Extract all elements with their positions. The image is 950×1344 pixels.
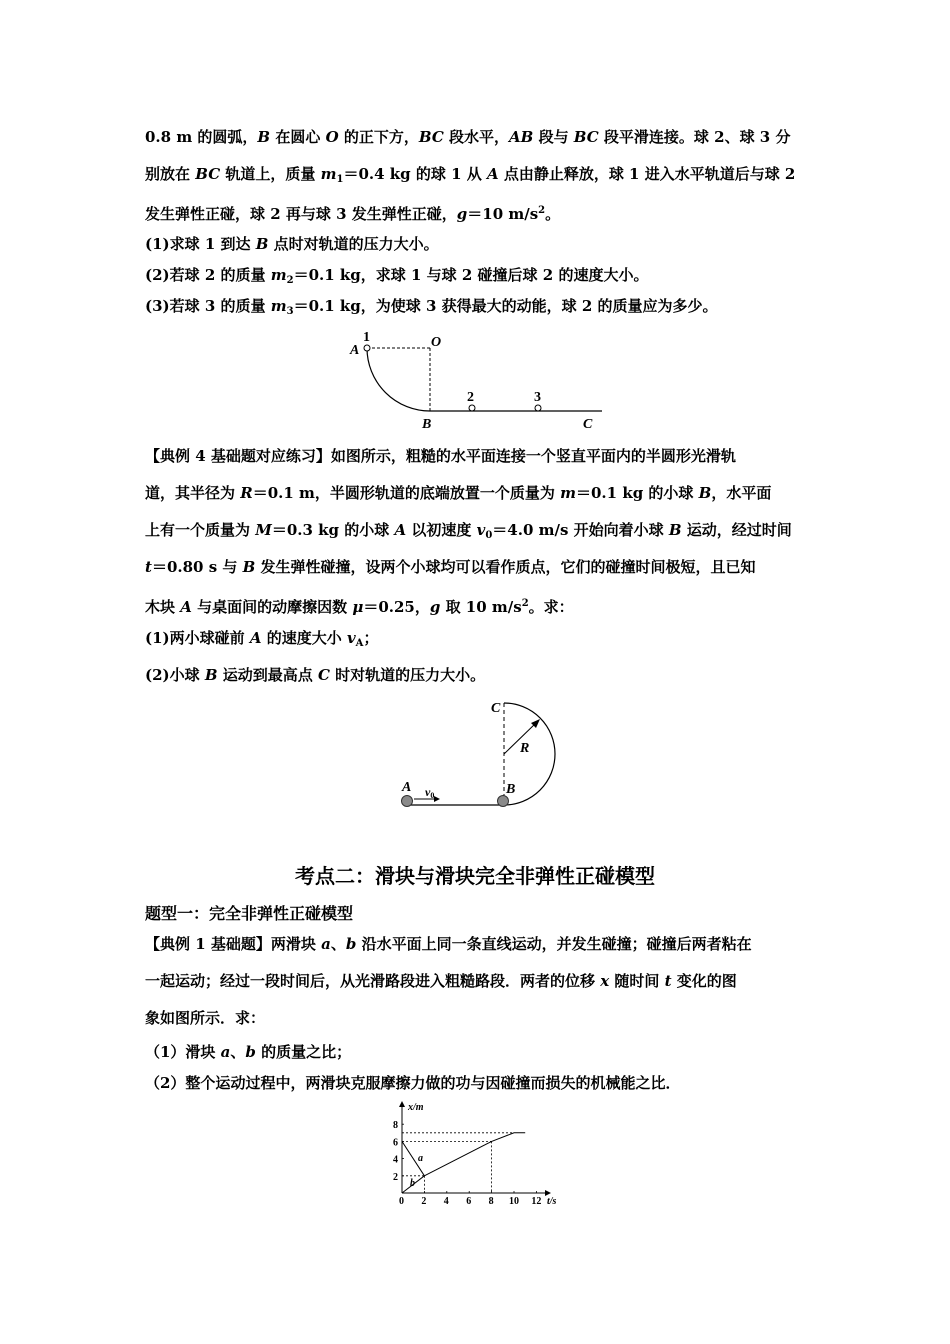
example4-line-3: 上有一个质量为 M＝0.3 kg 的小球 A 以初速度 $v_0=4.0$ m/s 开始向着小球 B 运动，经过时间 (145, 521, 792, 541)
y-tick-2: 2 (393, 1171, 398, 1183)
example4-line-2: 道，其半径为 R＝0.1 m，半圆形轨道的底端放置一个质量为 m＝0.1 kg 的小球 B，水平面 (145, 484, 772, 502)
x-tick-10: 10 (509, 1196, 519, 1207)
label-R: R (520, 741, 530, 756)
label-A: A (402, 780, 412, 795)
ball-3 (535, 405, 541, 411)
label-C: C (491, 701, 501, 716)
problem3-question-2: (2)若球 2 的质量 $m_2=0.1$ kg，求球 1 与球 2 碰撞后球 2 的速度大小。 (145, 266, 649, 286)
example4-question-1: (1)两小球碰前 A 的速度大小 $v_A$； (145, 629, 379, 649)
example1-line-3: 象如图所示．求： (145, 1009, 266, 1027)
ball-A (402, 796, 413, 807)
label-B: B (506, 782, 516, 797)
x-tick-8: 8 (488, 1196, 494, 1207)
problem3-line-3: 发生弹性正碰，球 2 再与球 3 发生弹性正碰，g＝10 $m/s^2$。 (145, 205, 561, 223)
example1-question-2: （2）整个运动过程中，两滑块克服摩擦力做的功与因碰撞而损失的机械能之比． (145, 1074, 681, 1092)
semicircle-track-figure (390, 695, 570, 815)
ball-B (498, 796, 509, 807)
y-tick-6: 6 (393, 1137, 398, 1149)
section-subtitle: 题型一：完全非弹性正碰模型 (145, 904, 354, 923)
y-tick-4: 4 (393, 1154, 398, 1166)
label-2: 2 (467, 390, 474, 405)
x-tick-2: 2 (421, 1196, 427, 1207)
example1-question-1: （1）滑块 a、b 的质量之比； (145, 1043, 352, 1061)
x-tick-6: 6 (466, 1196, 472, 1207)
label-B: B (422, 417, 432, 432)
problem3-question-1: (1)求球 1 到达 B 点时对轨道的压力大小。 (145, 235, 439, 253)
label-C: C (583, 417, 593, 432)
x-axis-label: t/s (547, 1196, 557, 1207)
ball-1 (364, 345, 370, 351)
y-tick-8: 8 (393, 1120, 398, 1132)
problem3-line-1: 0.8 m 的圆弧，B 在圆心 O 的正下方，BC 段水平，AB 段与 BC 段平滑连接。球 2、球 3 分 (145, 128, 791, 146)
example4-line-4: t＝0.80 s 与 B 发生弹性碰撞，设两个小球均可以看作质点，它们的碰撞时间极短，且已知 (145, 558, 756, 576)
track-figure (340, 322, 610, 437)
label-A: A (350, 343, 360, 358)
label-v0: v0 (425, 785, 435, 800)
displacement-time-chart (380, 1098, 580, 1213)
label-O: O (431, 335, 442, 350)
y-axis-label: x/m (408, 1102, 424, 1113)
section-title: 考点二：滑块与滑块完全非弹性正碰模型 (295, 864, 655, 888)
example1-line-1: 【典例 1 基础题】两滑块 a、b 沿水平面上同一条直线运动，并发生碰撞；碰撞后两者粘在 (145, 935, 752, 953)
example4-line-1: 【典例 4 基础题对应练习】如图所示，粗糙的水平面连接一个竖直平面内的半圆形光滑轨 (145, 447, 736, 465)
ball-2 (469, 405, 475, 411)
example4-question-2: (2)小球 B 运动到最高点 C 时对轨道的压力大小。 (145, 666, 486, 684)
x-tick-4: 4 (443, 1196, 449, 1207)
quarter-arc-track (367, 348, 602, 411)
x-tick-0: 0 (399, 1196, 404, 1207)
problem3-line-2: 别放在 BC 轨道上，质量 $m_1=0.4$ kg 的球 1 从 A 点由静止释放，球 1 进入水平轨道后与球 2 (145, 165, 796, 185)
series-line-joint-2 (424, 1133, 525, 1176)
label-1: 1 (363, 330, 370, 345)
example4-line-5: 木块 A 与桌面间的动摩擦因数 μ＝0.25，g 取 10 $m/s^2$。求： (145, 598, 574, 616)
velocity-arrowhead-icon (434, 796, 440, 802)
series-label-a: a (418, 1153, 423, 1164)
x-tick-12: 12 (531, 1196, 542, 1207)
series-label-b: b (410, 1178, 415, 1189)
label-3: 3 (534, 390, 541, 405)
example1-line-2: 一起运动；经过一段时间后，从光滑路段进入粗糙路段．两者的位移 x 随时间 t 变化的图 (145, 972, 737, 990)
problem3-question-3: (3)若球 3 的质量 $m_3=0.1$ kg，为使球 3 获得最大的动能，球 2 的质量应为多少。 (145, 297, 718, 317)
